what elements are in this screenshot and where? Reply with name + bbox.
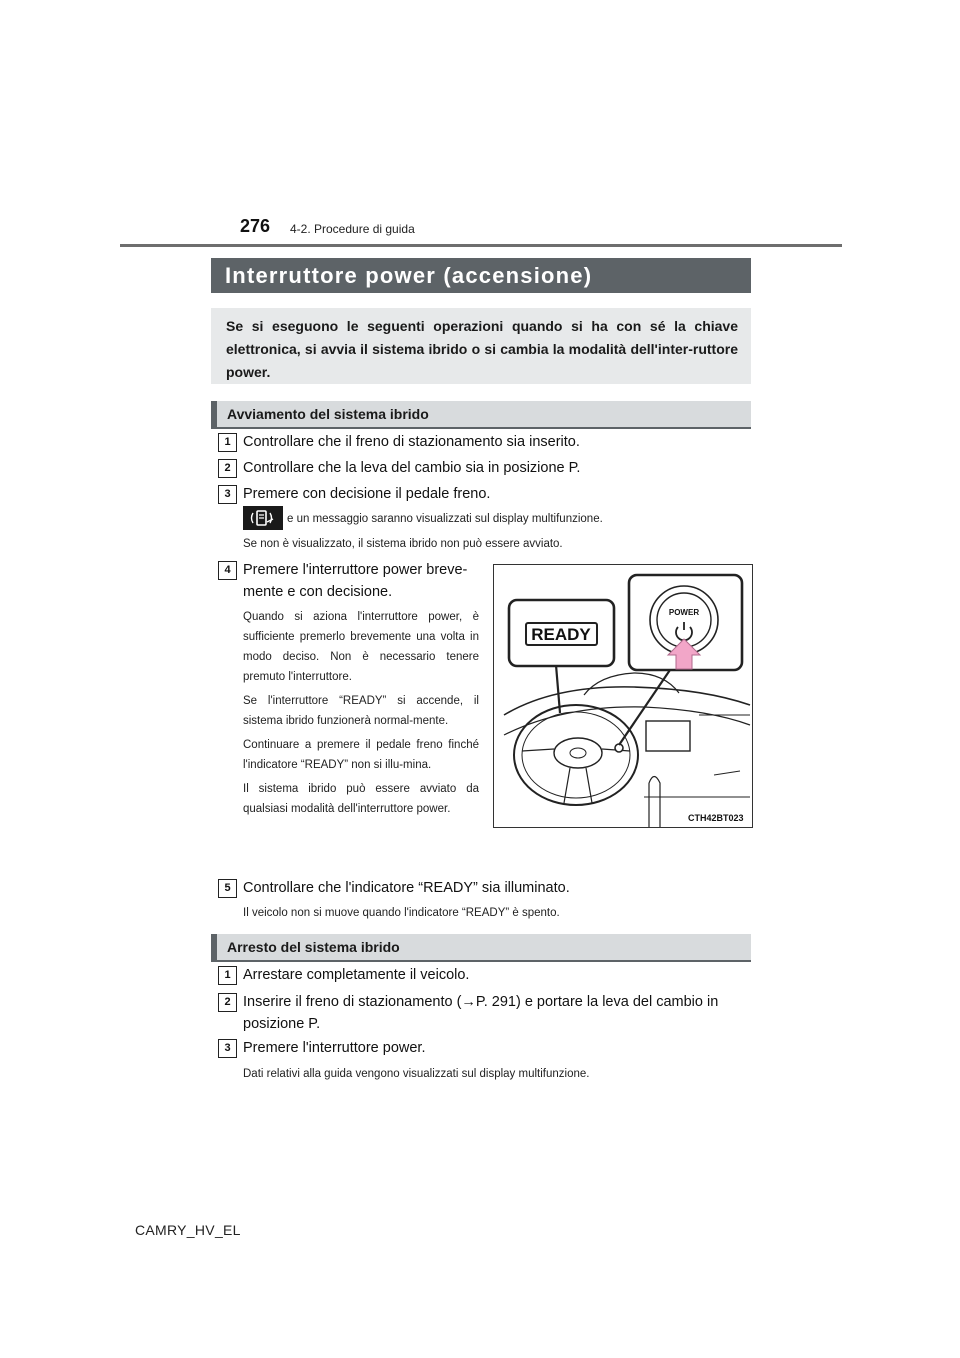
step-3-text: Premere con decisione il pedale freno. [243, 486, 491, 502]
step-3-note-2: Se non è visualizzato, il sistema ibrido non può essere avviato. [243, 538, 563, 550]
step-1-text: Controllare che il freno di stazionamento sia inserito. [243, 434, 580, 450]
step-4-note-2: Se l'interruttore “READY” si accende, il sistema ibrido funzionerà normal-mente. [243, 695, 479, 727]
step-4-text-line2: mente e con decisione. [243, 584, 393, 600]
stop-step-1-text: Arrestare completamente il veicolo. [243, 967, 470, 983]
dashboard-drawing [494, 565, 752, 827]
step-5-note: Il veicolo non si muove quando l'indicatore “READY” è spento. [243, 907, 560, 919]
page-title: Interruttore power (accensione) [225, 263, 593, 288]
step-4-text-line1: Premere l'interruttore power breve- [243, 562, 468, 578]
step-5-number: 5 [218, 879, 237, 898]
step-3-note-1: e un messaggio saranno visualizzati sul display multifunzione. [287, 513, 603, 525]
dashboard-illustration [493, 564, 753, 828]
power-label: POWER [668, 608, 700, 617]
subheading-start-text: Avviamento del sistema ibrido [227, 406, 429, 422]
subheading-start [211, 401, 751, 429]
step-2-number: 2 [218, 459, 237, 478]
subheading-accent [211, 401, 217, 427]
step-4-note-3: Continuare a premere il pedale freno finché l'indicatore “READY” non si illu-mina. [243, 739, 479, 771]
key-warning-icon-graphic [243, 506, 283, 530]
intro-box [211, 308, 751, 384]
step-4-note-1: Quando si aziona l'interruttore power, è sufficiente premerlo brevemente una volta in modo deciso. Non è necessario tenere premuto l'interruttore. [243, 611, 479, 683]
stop-step-2-text-line2: posizione P. [243, 1016, 321, 1032]
step-1-number: 1 [218, 433, 237, 452]
section-path: 4-2. Procedure di guida [290, 222, 415, 236]
step-2-text: Controllare che la leva del cambio sia in posizione P. [243, 460, 581, 476]
key-warning-icon [243, 506, 283, 530]
stop-step-1-number: 1 [218, 966, 237, 985]
header-rule [120, 244, 842, 247]
step-4-note-4: Il sistema ibrido può essere avviato da qualsiasi modalità dell'interruttore power. [243, 783, 479, 815]
subheading-stop [211, 934, 751, 962]
step-3-number: 3 [218, 485, 237, 504]
stop-step-2-text-line1: Inserire il freno di stazionamento (→P. 291) e portare la leva del cambio in [243, 994, 719, 1010]
intro-text: Se si eseguono le seguenti operazioni quando si ha con sé la chiave elettronica, si avvia il sistema ibrido o si cambia la modalità dell'inter-ruttore power. [226, 318, 738, 380]
step-5-text: Controllare che l'indicatore “READY” sia illuminato. [243, 880, 570, 896]
page-number: 276 [240, 216, 271, 236]
title-bar [211, 258, 751, 293]
step-4-notes [243, 607, 479, 823]
subheading-stop-text: Arresto del sistema ibrido [227, 939, 400, 955]
stop-step-3-text: Premere l'interruttore power. [243, 1040, 426, 1056]
stop-step-3-note: Dati relativi alla guida vengono visualizzati sul display multifunzione. [243, 1068, 590, 1080]
stop-step-3-number: 3 [218, 1039, 237, 1058]
step-4-number: 4 [218, 561, 237, 580]
footer-code: CAMRY_HV_EL [135, 1222, 241, 1238]
figure-code: CTH42BT023 [688, 813, 744, 823]
subheading-accent [211, 934, 217, 960]
stop-step-2-number: 2 [218, 993, 237, 1012]
ready-label: READY [531, 625, 591, 644]
